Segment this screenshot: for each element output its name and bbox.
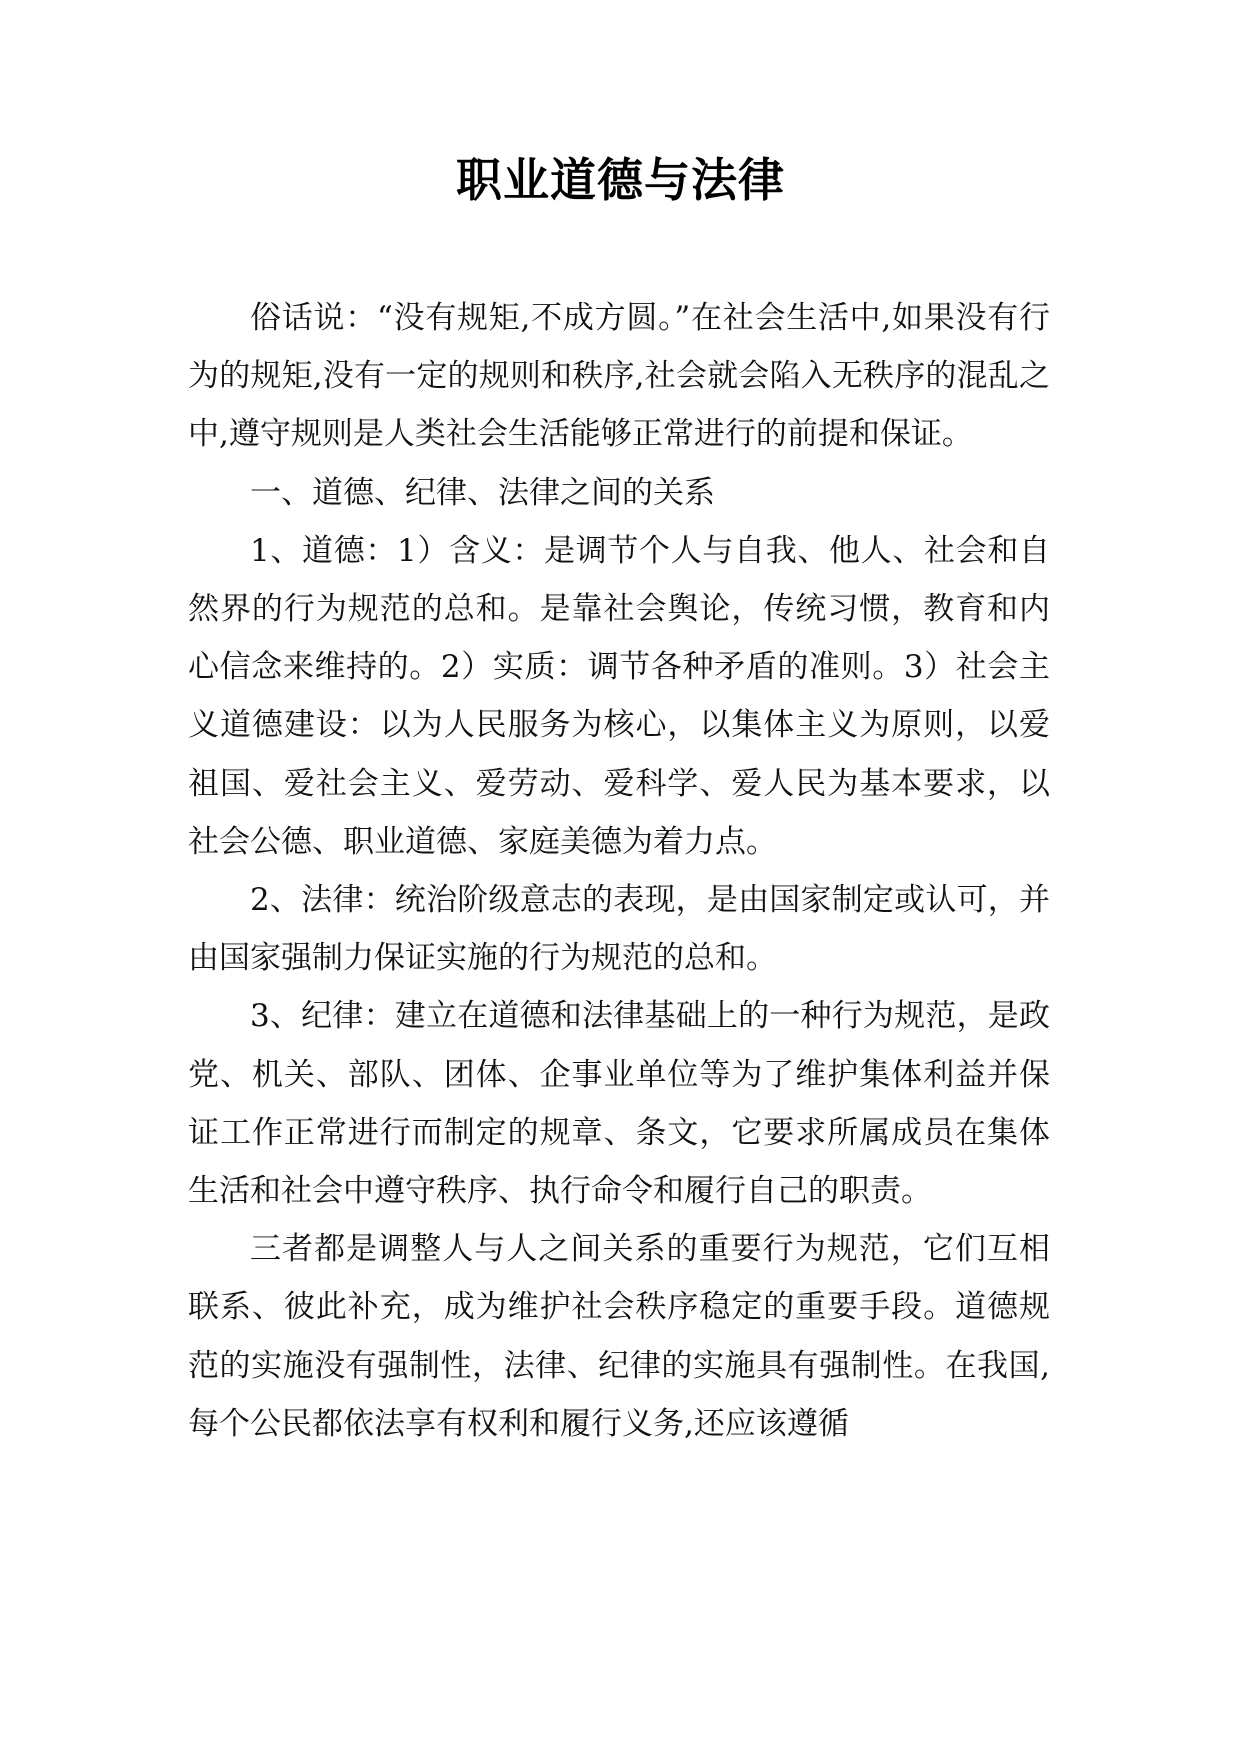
paragraph-intro: 俗话说：“没有规矩,不成方圆。”在社会生活中,如果没有行为的规矩,没有一定的规则和秩序,社会就会陷入无秩序的混乱之中,遵守规则是人类社会生活能够正常进行的前提和保证。 xyxy=(188,300,1050,453)
paragraph-relationship: 三者都是调整人与人之间关系的重要行为规范，它们互相联系、彼此补充，成为维护社会秩序稳定的重要手段。道德规范的实施没有强制性，法律、纪律的实施具有强制性。在我国,每个公民都依法享有权利和履行义务,还应该遵循 xyxy=(188,1231,1050,1442)
paragraph-law: 2、法律：统治阶级意志的表现，是由国家制定或认可，并由国家强制力保证实施的行为规范的总和。 xyxy=(188,882,1050,977)
document-body xyxy=(188,289,1050,1453)
document-title: 职业道德与法律 xyxy=(456,153,785,207)
paragraph-morality: 1、道德：1）含义：是调节个人与自我、他人、社会和自然界的行为规范的总和。是靠社会舆论，传统习惯，教育和内心信念来维持的。2）实质：调节各种矛盾的准则。3）社会主义道德建设：以为人民服务为核心，以集体主义为原则，以爱祖国、爱社会主义、爱劳动、爱科学、爱人民为基本要求，以社会公德、职业道德、家庭美德为着力点。 xyxy=(188,532,1050,860)
paragraph-discipline: 3、纪律：建立在道德和法律基础上的一种行为规范，是政党、机关、部队、团体、企事业单位等为了维护集体利益并保证工作正常进行而制定的规章、条文，它要求所属成员在集体生活和社会中遵守秩序、执行命令和履行自己的职责。 xyxy=(188,998,1050,1210)
section-heading: 一、道德、纪律、法律之间的关系 xyxy=(250,474,715,511)
